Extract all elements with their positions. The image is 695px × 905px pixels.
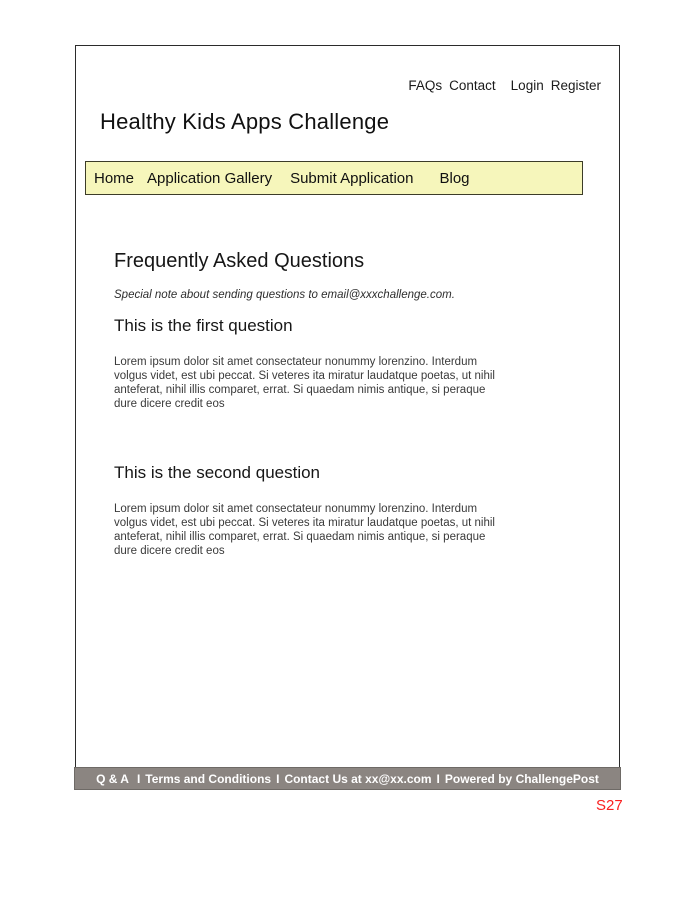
- footer-bar: [74, 767, 621, 790]
- utility-link-login[interactable]: Login: [510, 78, 544, 93]
- utility-nav: [408, 78, 601, 93]
- faq-content: [114, 250, 518, 610]
- nav-item-blog[interactable]: Blog: [439, 169, 470, 187]
- utility-link-contact[interactable]: Contact: [449, 78, 496, 93]
- page-frame: [75, 45, 620, 790]
- utility-link-faqs[interactable]: FAQs: [408, 78, 443, 93]
- faq-answer-1: Lorem ipsum dolor sit amet consectateur nonummy lorenzino. Interdum volgus videt, est ubi peccat. Si veteres ita miratur laudatque poetas, ut nihil anteferat, nihil illis comparet, errat. Si quaedam nimis antique, si peraque dure dicere credit eos: [114, 356, 495, 410]
- main-nav: [85, 161, 583, 195]
- footer-separator: I: [136, 771, 141, 786]
- special-note: Special note about sending questions to email@xxxchallenge.com.: [114, 289, 455, 301]
- faq-question-2: This is the second question: [114, 463, 321, 482]
- sheet-label: S27: [596, 797, 623, 814]
- nav-item-home[interactable]: Home: [94, 169, 135, 187]
- footer-link-powered-by[interactable]: Powered by ChallengePost: [444, 771, 599, 786]
- faq-item: [114, 463, 518, 558]
- footer-separator: I: [436, 771, 440, 786]
- nav-item-application-gallery[interactable]: Application Gallery: [147, 169, 273, 187]
- page-heading: Frequently Asked Questions: [114, 250, 365, 272]
- footer-link-qa[interactable]: Q & A: [96, 771, 129, 786]
- nav-item-submit-application[interactable]: Submit Application: [290, 169, 414, 187]
- faq-question-1: This is the first question: [114, 316, 293, 335]
- footer-link-terms[interactable]: Terms and Conditions: [145, 771, 272, 786]
- footer-link-contact-email[interactable]: Contact Us at xx@xx.com: [284, 771, 432, 786]
- footer-separator: I: [276, 771, 280, 786]
- utility-link-register[interactable]: Register: [550, 78, 601, 93]
- faq-answer-2: Lorem ipsum dolor sit amet consectateur nonummy lorenzino. Interdum volgus videt, est ubi peccat. Si veteres ita miratur laudatque poetas, ut nihil anteferat, nihil illis comparet, errat. Si quaedam nimis antique, si peraque dure dicere credit eos: [114, 503, 495, 557]
- site-title: Healthy Kids Apps Challenge: [100, 109, 390, 134]
- faq-item: [114, 316, 518, 411]
